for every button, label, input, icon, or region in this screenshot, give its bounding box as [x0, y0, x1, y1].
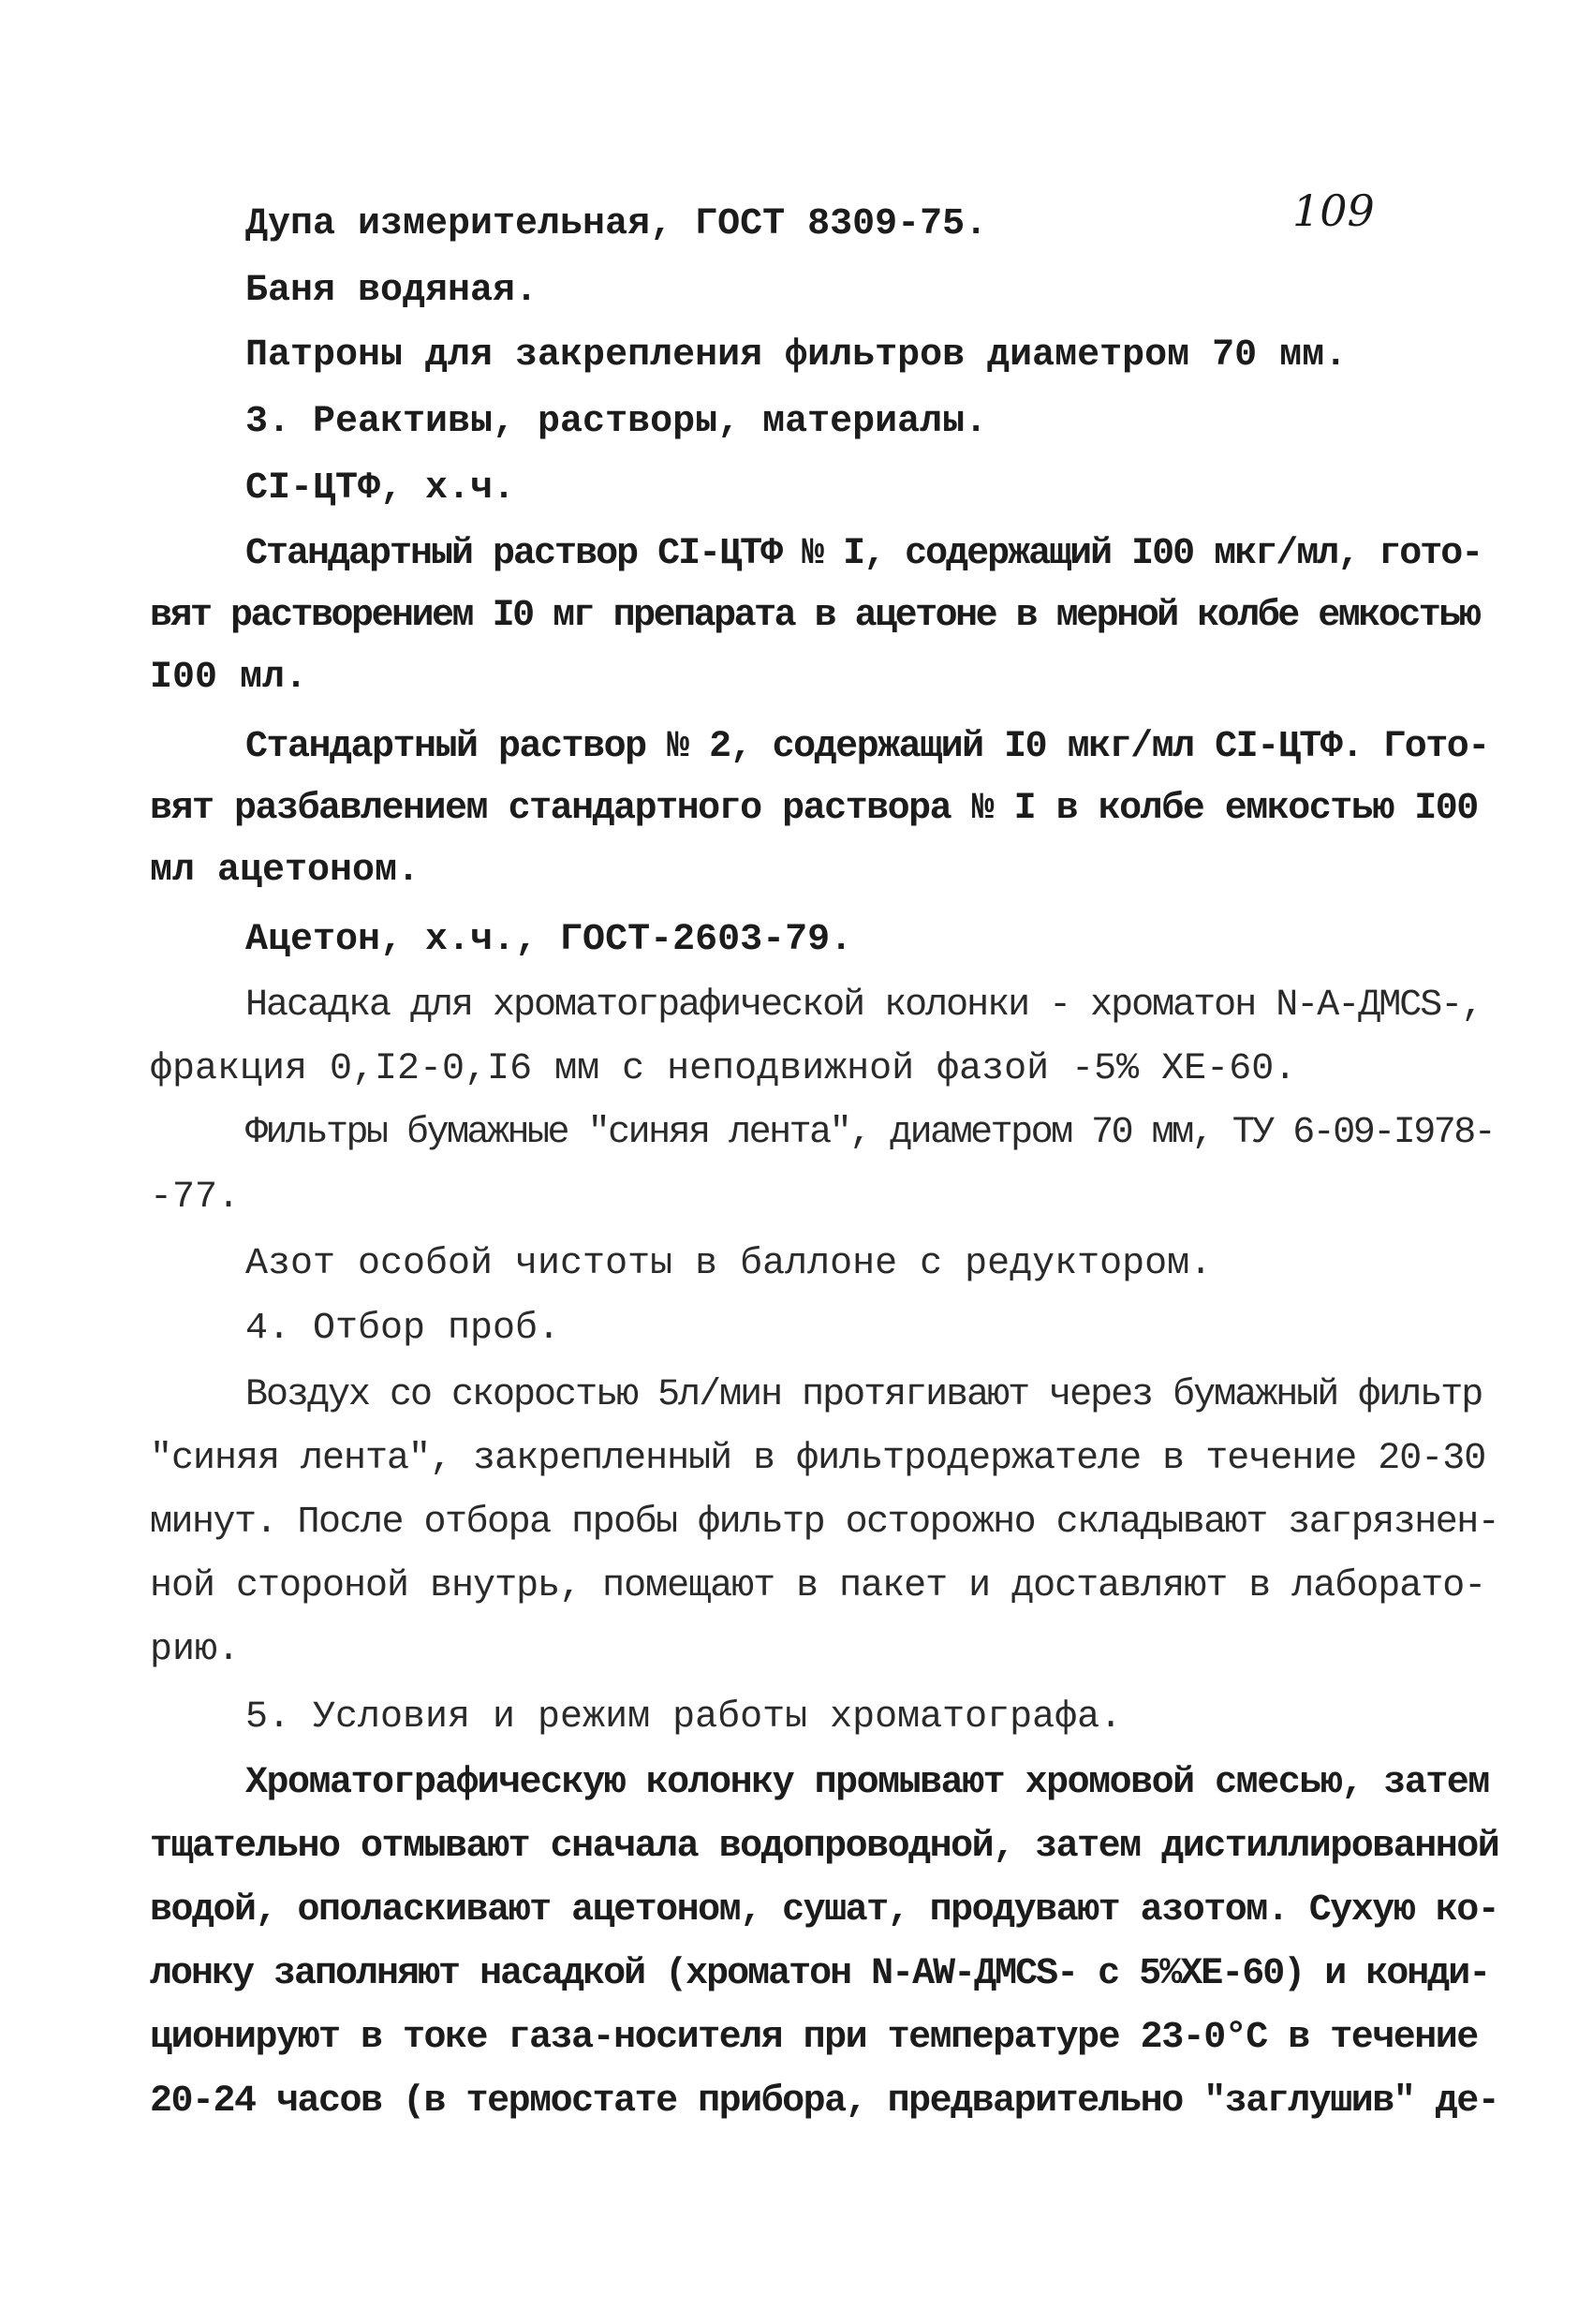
- text-line-sampling-procedure: рию.: [150, 1629, 241, 1671]
- page-number: 109: [1292, 185, 1375, 236]
- text-line-sampling-procedure: ной стороной внутрь, помещают в пакет и доставляют в лаборато-: [150, 1565, 1486, 1607]
- text-line-acetone: Ацетон, х.ч., ГОСТ-2603-79.: [245, 919, 853, 961]
- text-line-paper-filters: Фильтры бумажные "синяя лента", диаметром 70 мм, ТУ 6-09-I978-: [245, 1112, 1495, 1154]
- text-line-column-preparation: водой, ополаскивают ацетоном, сушат, продувают азотом. Сухую ко-: [150, 1889, 1499, 1932]
- text-line-standard-solution-1: вят растворением I0 мг препарата в ацетоне в мерной колбе емкостью: [150, 595, 1480, 637]
- text-line-column-preparation: лонку заполняют насадкой (хроматон N-AW-ДМСS- с 5%XE-60) и конди-: [150, 1953, 1490, 1995]
- text-line-column-packing: фракция 0,I2-0,I6 мм с неподвижной фазой -5% XE-60.: [150, 1048, 1297, 1090]
- text-line-standard-solution-2: мл ацетоном.: [150, 850, 420, 892]
- text-line-standard-solution-1: Стандартный раствор СI-ЦТФ № I, содержащий I00 мкг/мл, гото-: [245, 533, 1482, 575]
- text-line-column-preparation: тщательно отмывают сначала водопроводной, затем дистиллированной: [150, 1826, 1499, 1868]
- text-line-column-preparation: 20-24 часов (в термостате прибора, предварительно "заглушив" де-: [150, 2080, 1499, 2123]
- text-line-standard-solution-2: Стандартный раствор № 2, содержащий I0 мкг/мл СI-ЦТФ. Гото-: [245, 726, 1489, 768]
- text-line-column-preparation: Хроматографическую колонку промывают хромовой смесью, затем: [245, 1762, 1489, 1804]
- text-line-sampling-procedure: "синяя лента", закрепленный в фильтродержателе в течение 20-30: [150, 1438, 1486, 1480]
- text-line-paper-filters: -77.: [150, 1177, 241, 1219]
- text-line-equipment-water-bath: Баня водяная.: [245, 270, 538, 312]
- text-line-sampling-procedure: минут. После отбора пробы фильтр осторожно складывают загрязнен-: [150, 1502, 1499, 1544]
- text-line-equipment-filter-cartridges: Патроны для закрепления фильтров диаметром 70 мм.: [245, 334, 1348, 377]
- section-heading-sampling: 4. Отбор проб.: [245, 1308, 561, 1350]
- text-line-standard-solution-2: вят разбавлением стандартного раствора № I в колбе емкостью I00: [150, 788, 1478, 830]
- text-line-reagent-ci-ctf: СI-ЦТФ, х.ч.: [245, 467, 516, 510]
- text-line-sampling-procedure: Воздух со скоростью 5л/мин протягивают через бумажный фильтр: [245, 1374, 1482, 1416]
- section-heading-chromatograph-conditions: 5. Условия и режим работы хроматографа.: [245, 1696, 1123, 1739]
- text-line-standard-solution-1: I00 мл.: [150, 657, 308, 699]
- text-line-nitrogen: Азот особой чистоты в баллоне с редуктором.: [245, 1243, 1213, 1285]
- section-heading-reagents: 3. Реактивы, растворы, материалы.: [245, 401, 988, 443]
- text-line-column-preparation: ционируют в токе газа-носителя при температуре 23-0°С в течение: [150, 2017, 1478, 2059]
- text-line-column-packing: Насадка для хроматографической колонки - хроматон N-A-ДМСS-,: [245, 984, 1482, 1027]
- text-line-equipment-magnifier: Дупа измерительная, ГОСТ 8309-75.: [245, 203, 988, 245]
